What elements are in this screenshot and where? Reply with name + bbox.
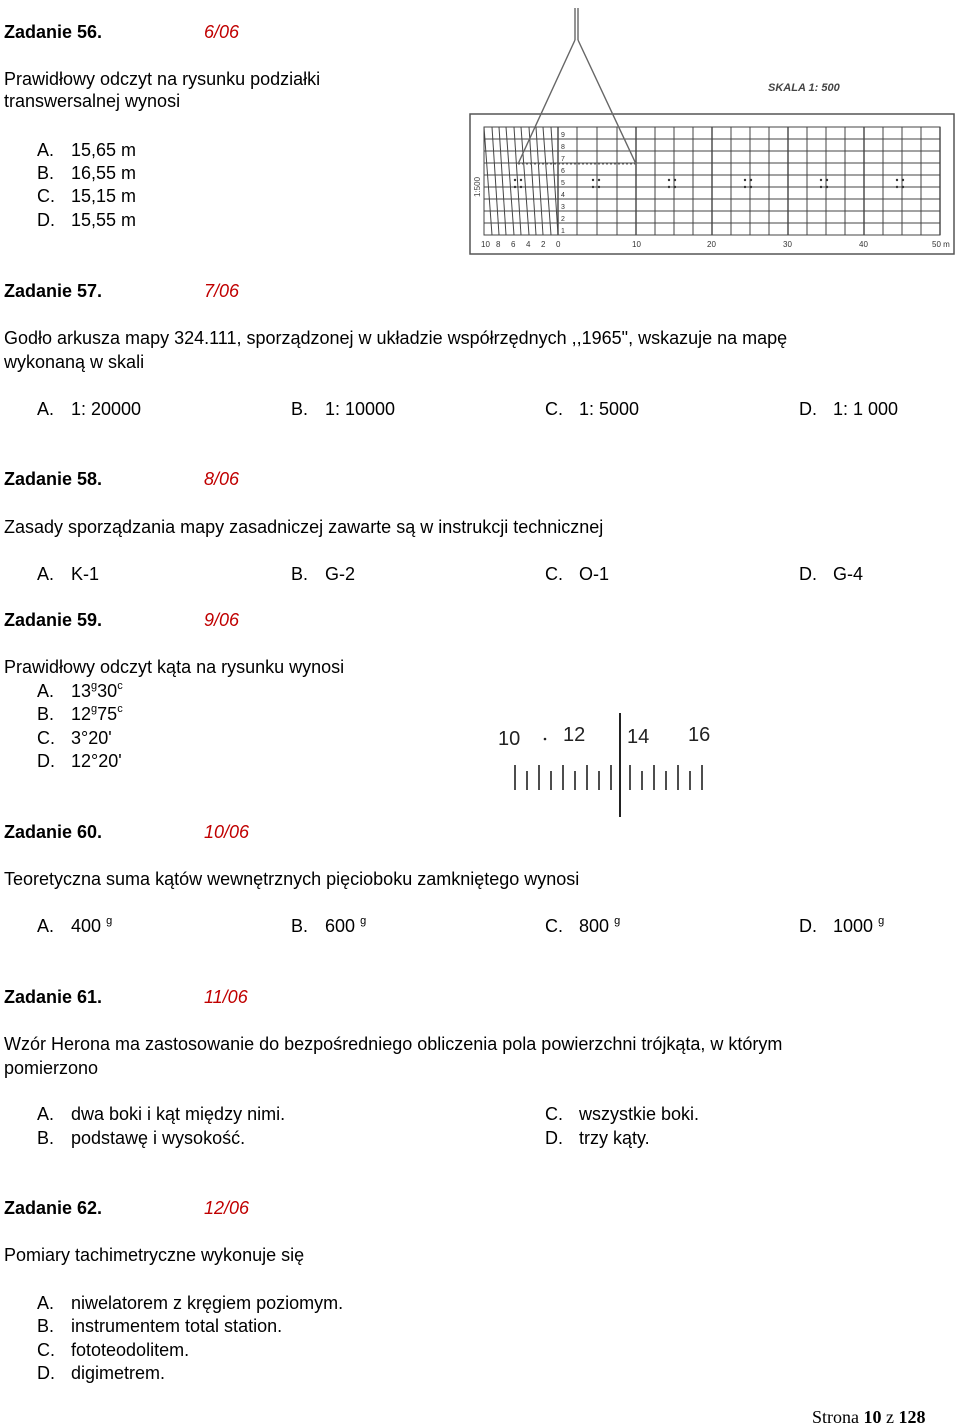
option-value: 30 xyxy=(97,681,118,701)
option-text: podstawę i wysokość. xyxy=(71,1128,246,1148)
page-footer xyxy=(812,1406,926,1428)
option-text: 15,65 m xyxy=(71,140,137,160)
vertical-digit: 7 xyxy=(561,156,565,163)
task-57-title: Zadanie 57. xyxy=(4,281,103,301)
vertical-digit: 2 xyxy=(561,216,565,223)
footer-page-number: 10 xyxy=(863,1407,882,1427)
vertical-digits xyxy=(561,132,565,235)
task-56-option-d[interactable] xyxy=(37,209,136,231)
small-tick-label: 8 xyxy=(496,240,501,249)
option-letter: B. xyxy=(37,704,55,724)
option-letter: C. xyxy=(37,728,55,748)
option-unit-grad: g xyxy=(614,915,621,927)
vertical-digit: 8 xyxy=(561,144,565,151)
option-unit-centigrad: c xyxy=(117,703,123,715)
angle-scale-label: 12 xyxy=(563,724,586,746)
option-text: 16,55 m xyxy=(71,163,137,183)
task-56-title: Zadanie 56. xyxy=(4,22,103,42)
option-letter: D. xyxy=(799,916,817,936)
option-value: 12 xyxy=(71,704,92,724)
option-text: dwa boki i kąt między nimi. xyxy=(71,1104,286,1124)
transversal-scale-figure xyxy=(462,4,958,260)
task-59-option-b[interactable] xyxy=(37,703,123,725)
option-text: G-2 xyxy=(325,564,356,584)
task-60-title: Zadanie 60. xyxy=(4,822,103,842)
small-tick-label: 4 xyxy=(526,240,531,249)
task-56-option-c[interactable] xyxy=(37,185,136,207)
option-letter: A. xyxy=(37,681,55,701)
vertical-digit: 1 xyxy=(561,228,565,235)
option-unit-centigrad: c xyxy=(117,680,123,692)
side-scale-label: 1:500 xyxy=(473,176,482,197)
option-letter: B. xyxy=(291,564,309,584)
vertical-digit: 6 xyxy=(561,168,565,175)
angle-reading-figure xyxy=(490,705,730,820)
task-60-option-d[interactable] xyxy=(799,915,884,937)
option-unit-grad: g xyxy=(91,703,98,715)
option-text: instrumentem total station. xyxy=(71,1316,283,1336)
option-letter: B. xyxy=(37,1128,55,1148)
option-letter: C. xyxy=(37,1340,55,1360)
option-letter: D. xyxy=(37,751,55,771)
footer-word: Strona xyxy=(812,1407,859,1427)
option-letter: A. xyxy=(37,399,55,419)
option-text: 600 xyxy=(325,916,356,936)
small-tick-label: 10 xyxy=(481,240,490,249)
vertical-digit: 4 xyxy=(561,192,565,199)
small-tick-label: 6 xyxy=(511,240,516,249)
task-56-code: 6/06 xyxy=(204,22,240,42)
task-56-option-b[interactable] xyxy=(37,162,136,184)
option-text: niwelatorem z kręgiem poziomym. xyxy=(71,1293,344,1313)
option-text: K-1 xyxy=(71,564,100,584)
task-59-question: Prawidłowy odczyt kąta na rysunku wynosi xyxy=(4,657,345,677)
scale-label: SKALA 1: 500 xyxy=(768,82,840,94)
task-56-question: Prawidłowy odczyt na rysunku podziałki transwersalnej wynosi xyxy=(4,69,321,111)
option-text: digimetrem. xyxy=(71,1363,166,1383)
option-text: 1: 5000 xyxy=(579,399,640,419)
option-unit-grad: g xyxy=(878,915,885,927)
task-58-question: Zasady sporządzania mapy zasadniczej zawarte są w instrukcji technicznej xyxy=(4,517,604,537)
option-text: 1: 1 000 xyxy=(833,399,899,419)
task-62-option-b[interactable] xyxy=(37,1315,282,1337)
task-62-option-d[interactable] xyxy=(37,1362,165,1384)
angle-scale-ticks xyxy=(515,765,702,790)
task-58-option-a[interactable] xyxy=(37,563,99,585)
option-value: 75 xyxy=(97,704,118,724)
option-letter: D. xyxy=(799,564,817,584)
option-letter: B. xyxy=(37,1316,55,1336)
task-59-option-d[interactable] xyxy=(37,750,122,772)
option-letter: D. xyxy=(545,1128,563,1148)
task-58-option-b[interactable] xyxy=(291,563,355,585)
task-61-title: Zadanie 61. xyxy=(4,987,103,1007)
task-58-title: Zadanie 58. xyxy=(4,469,103,489)
task-57-option-c[interactable] xyxy=(545,398,639,420)
task-59-title: Zadanie 59. xyxy=(4,610,103,630)
option-text: 800 xyxy=(579,916,610,936)
option-letter: C. xyxy=(545,564,563,584)
task-57-option-a[interactable] xyxy=(37,398,141,420)
task-58-code: 8/06 xyxy=(204,469,240,489)
option-text: 400 xyxy=(71,916,102,936)
task-60-option-c[interactable] xyxy=(545,915,620,937)
angle-scale-labels xyxy=(498,724,710,750)
task-60-option-a[interactable] xyxy=(37,915,112,937)
option-text: 1: 10000 xyxy=(325,399,396,419)
option-letter: A. xyxy=(37,140,55,160)
angle-scale-label: 16 xyxy=(688,724,711,746)
bottom-tick-labels xyxy=(481,240,950,249)
option-letter: B. xyxy=(37,163,55,183)
option-letter: B. xyxy=(291,399,309,419)
option-letter: A. xyxy=(37,1293,55,1313)
small-tick-label: 0 xyxy=(556,240,561,249)
task-61-question-line2: pomierzono xyxy=(4,1058,99,1078)
task-57-question-line2: wykonaną w skali xyxy=(4,352,145,372)
main-tick-label: 30 xyxy=(783,240,792,249)
task-57-question-line1: Godło arkusza mapy 324.111, sporządzonej w układzie współrzędnych ,,1965", wskazuje na mapę xyxy=(4,328,788,348)
option-text: trzy kąty. xyxy=(579,1128,650,1148)
option-value: 13 xyxy=(71,681,92,701)
task-57-option-b[interactable] xyxy=(291,398,395,420)
task-62-code: 12/06 xyxy=(204,1198,250,1218)
main-tick-label: 10 xyxy=(632,240,641,249)
angle-scale-label: 14 xyxy=(627,726,650,748)
task-62-option-a[interactable] xyxy=(37,1292,343,1314)
vertical-digit: 5 xyxy=(561,180,565,187)
option-text: O-1 xyxy=(579,564,610,584)
option-text: 15,15 m xyxy=(71,186,137,206)
option-letter: B. xyxy=(291,916,309,936)
option-letter: C. xyxy=(545,1104,563,1124)
option-text: fototeodolitem. xyxy=(71,1340,190,1360)
option-unit-grad: g xyxy=(360,915,367,927)
option-text: G-4 xyxy=(833,564,864,584)
task-62-question: Pomiary tachimetryczne wykonuje się xyxy=(4,1245,305,1265)
option-text: 1: 20000 xyxy=(71,399,142,419)
option-letter: C. xyxy=(545,916,563,936)
option-text: 15,55 m xyxy=(71,210,137,230)
option-unit-grad: g xyxy=(106,915,113,927)
task-61-code: 11/06 xyxy=(204,987,248,1007)
task-56-option-a[interactable] xyxy=(37,139,136,161)
main-tick-label: 40 xyxy=(859,240,868,249)
footer-total-pages: 128 xyxy=(898,1407,926,1427)
option-letter: C. xyxy=(37,186,55,206)
task-57-option-d[interactable] xyxy=(799,398,898,420)
scale-grid xyxy=(484,127,940,235)
task-61-option-a[interactable] xyxy=(37,1103,285,1125)
task-58-option-c[interactable] xyxy=(545,563,609,585)
option-unit-grad: g xyxy=(91,680,98,692)
main-tick-label: 50 m xyxy=(932,240,950,249)
task-62-title: Zadanie 62. xyxy=(4,1198,103,1218)
task-61-option-d[interactable] xyxy=(545,1127,650,1149)
option-text: 1000 xyxy=(833,916,874,936)
task-62-option-c[interactable] xyxy=(37,1339,189,1361)
task-60-question: Teoretyczna suma kątów wewnętrznych pięcioboku zamkniętego wynosi xyxy=(4,869,580,889)
footer-separator: z xyxy=(886,1407,894,1427)
task-58-option-d[interactable] xyxy=(799,563,863,585)
option-text: 3°20' xyxy=(71,728,112,748)
task-57-code: 7/06 xyxy=(204,281,240,301)
task-59-option-a[interactable] xyxy=(37,680,123,702)
main-tick-label: 20 xyxy=(707,240,716,249)
task-59-code: 9/06 xyxy=(204,610,240,630)
option-text: wszystkie boki. xyxy=(579,1104,700,1124)
option-letter: A. xyxy=(37,1104,55,1124)
small-tick-label: 2 xyxy=(541,240,546,249)
option-letter: D. xyxy=(37,1363,55,1383)
task-61-option-c[interactable] xyxy=(545,1103,699,1125)
option-letter: A. xyxy=(37,916,55,936)
task-59-option-c[interactable] xyxy=(37,727,112,749)
task-60-code: 10/06 xyxy=(204,822,250,842)
option-text: 12°20' xyxy=(71,751,122,771)
vertical-digit: 3 xyxy=(561,204,565,211)
task-61-question-line1: Wzór Herona ma zastosowanie do bezpośredniego obliczenia pola powierzchni trójkąta, w którym xyxy=(4,1034,783,1054)
option-letter: D. xyxy=(799,399,817,419)
option-letter: C. xyxy=(545,399,563,419)
task-61-option-b[interactable] xyxy=(37,1127,245,1149)
angle-scale-label: 10 xyxy=(498,728,521,750)
task-60-option-b[interactable] xyxy=(291,915,366,937)
option-letter: D. xyxy=(37,210,55,230)
option-letter: A. xyxy=(37,564,55,584)
vertical-digit: 9 xyxy=(561,132,565,139)
